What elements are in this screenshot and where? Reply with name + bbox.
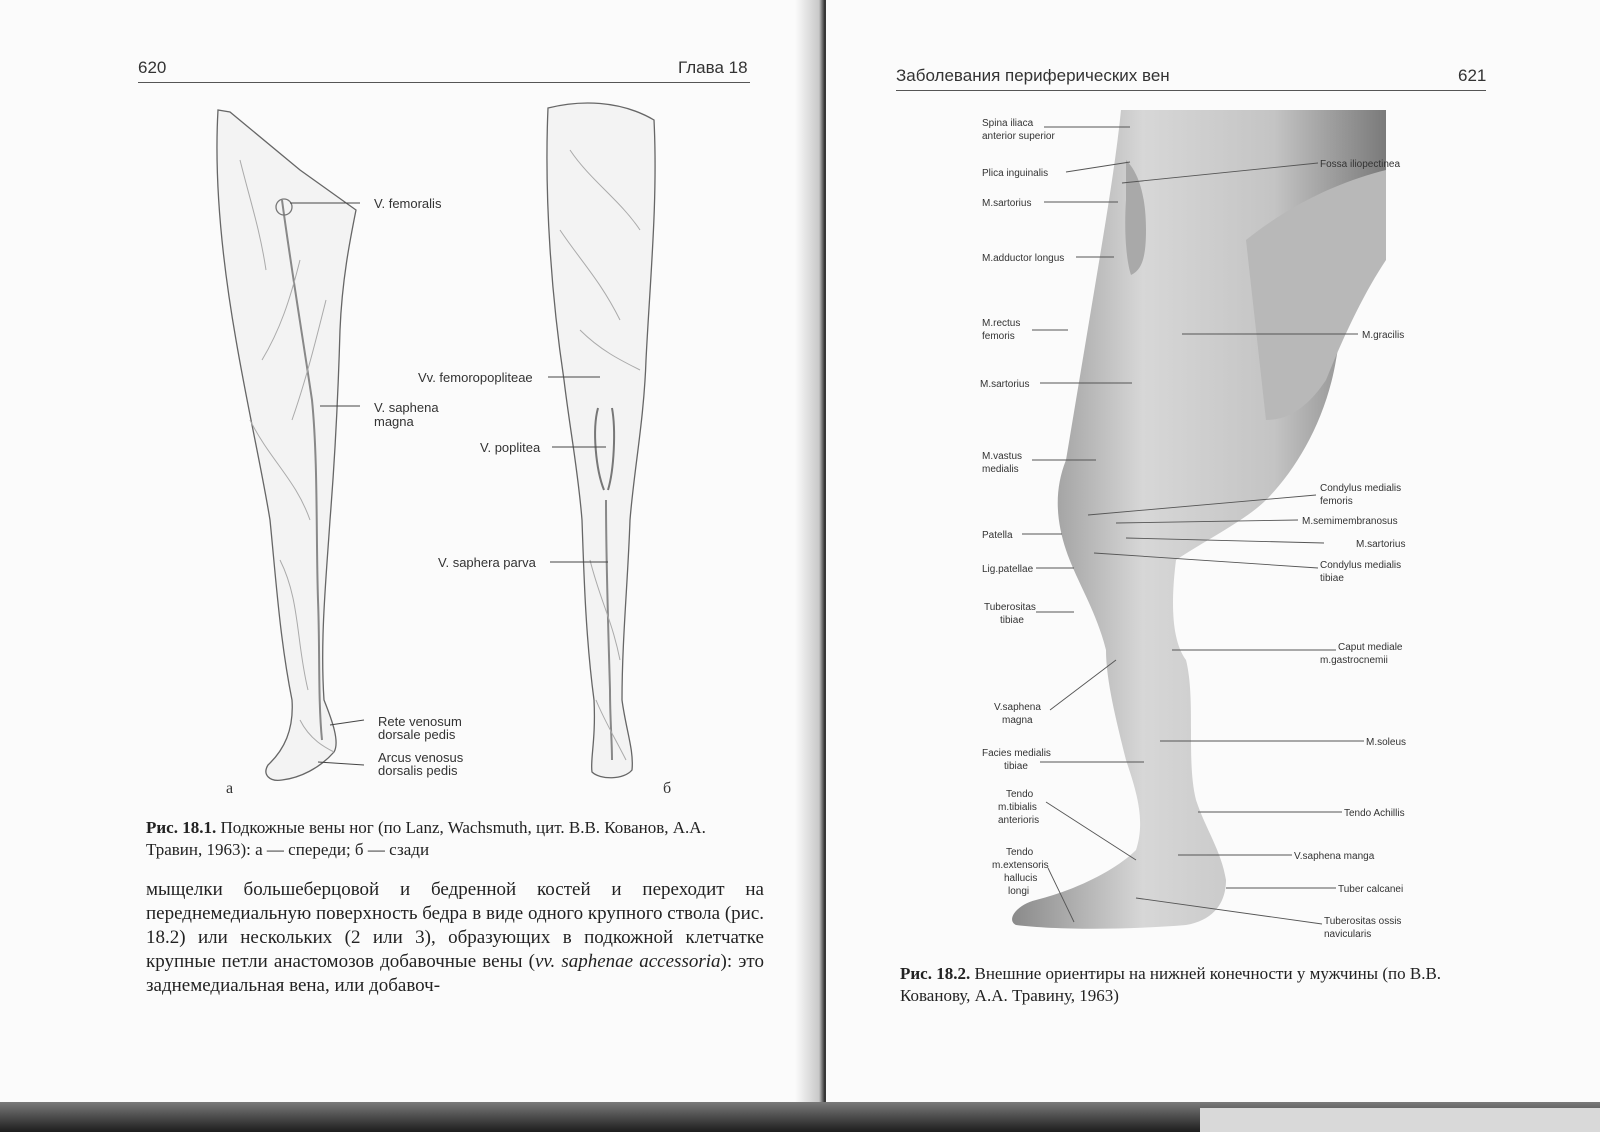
label-m-adductor-longus: M.adductor longus: [982, 253, 1065, 264]
caption-number-right: Рис. 18.2.: [900, 964, 971, 983]
label-patella: Patella: [982, 530, 1013, 541]
figure-18-2: [826, 0, 1600, 950]
body-text-end: ): это заднемедиальная вена, или добавоч-: [146, 951, 764, 996]
label-tuberositas-ossis-1: Tuberositas ossis: [1324, 916, 1402, 927]
body-text-start: мыщелки большеберцовой и бедренной костей и переходит на переднемедиальную поверхность бедра в виде одного крупного ствола (рис. 18.2) или нескольких (2 или 3), образующих в подкожной клетчатке крупные петли анастомозов добавочные вены (: [146, 879, 764, 972]
label-m-rectus-1: M.rectus: [982, 318, 1021, 329]
body-paragraph: [146, 878, 764, 998]
label-arcus-venosus-1: Arcus venosus: [378, 750, 464, 765]
label-v-saphena-magna-2: magna: [374, 414, 414, 429]
label-tendo-tibialis-3: anterioris: [998, 815, 1040, 826]
running-head-left: Глава 18: [678, 58, 748, 77]
label-tendo-tibialis-1: Tendo: [1006, 789, 1034, 800]
label-m-vastus-1: M.vastus: [982, 451, 1023, 462]
figure-caption-18-2: [900, 963, 1492, 1007]
label-spina-iliaca-2: anterior superior: [982, 131, 1055, 142]
label-tendo-extensoris-1: Tendo: [1006, 847, 1034, 858]
label-m-vastus-2: medialis: [982, 464, 1019, 475]
label-v-poplitea: V. poplitea: [480, 440, 541, 455]
label-arcus-venosus-2: dorsalis pedis: [378, 763, 458, 778]
label-tuberositas-ossis-2: navicularis: [1324, 929, 1372, 940]
label-tendo-extensoris-2: m.extensoris: [992, 860, 1049, 871]
label-v-saphena-magna-1: V. saphena: [374, 400, 439, 415]
running-head-right: Заболевания периферических вен: [896, 66, 1170, 85]
label-spina-iliaca-1: Spina iliaca: [982, 118, 1034, 129]
label-condylus-tibiae-2: tibiae: [1320, 573, 1344, 584]
label-tendo-extensoris-4: longi: [1008, 886, 1030, 897]
label-tuber-calcanei: Tuber calcanei: [1338, 884, 1404, 895]
label-v-saphena-magna-2: magna: [1002, 715, 1033, 726]
label-m-sartorius-right: M.sartorius: [1356, 539, 1406, 550]
label-vv-femoropopliteae: Vv. femoropopliteae: [418, 370, 533, 385]
figure-caption-18-1: [146, 817, 764, 861]
caption-number: Рис. 18.1.: [146, 818, 217, 837]
label-lig-patellae: Lig.patellae: [982, 564, 1034, 575]
label-facies-medialis-1: Facies medialis: [982, 748, 1051, 759]
scan-bottom-edge: [0, 1102, 1600, 1132]
label-v-saphena-manga: V.saphena manga: [1294, 851, 1375, 862]
label-m-sartorius-1: M.sartorius: [982, 198, 1032, 209]
caption-text-right: Внешние ориентиры на нижней конечности у мужчины (по В.В. Кованову, А.А. Травину, 1963): [900, 964, 1442, 1005]
label-condylus-femoris-2: femoris: [1320, 496, 1353, 507]
label-v-saphera-parva: V. saphera parva: [438, 555, 536, 570]
label-fossa-iliopectinea: Fossa iliopectinea: [1320, 159, 1401, 170]
label-caput-mediale-1: Caput mediale: [1338, 642, 1403, 653]
label-m-semimembranosus: M.semimembranosus: [1302, 516, 1398, 527]
label-condylus-tibiae-1: Condylus medialis: [1320, 560, 1402, 571]
caption-text: Подкожные вены ног (по Lanz, Wachsmuth, цит. В.В. Кованов, А.А. Травин, 1963): а — спереди; б — сзади: [146, 818, 706, 859]
figure-letter-b: б: [663, 780, 672, 797]
label-v-femoralis: V. femoralis: [374, 196, 442, 211]
label-tuberositas-tibiae-1: Tuberositas: [984, 602, 1036, 613]
label-tendo-achillis: Tendo Achillis: [1344, 808, 1405, 819]
leg-anterior-drawing: [217, 110, 356, 780]
page-number-left: 620: [138, 58, 167, 77]
label-tuberositas-tibiae-2: tibiae: [1000, 615, 1024, 626]
figure-letter-a: а: [226, 780, 234, 797]
label-m-rectus-2: femoris: [982, 331, 1015, 342]
label-tendo-extensoris-3: hallucis: [1004, 873, 1038, 884]
label-rete-venosum-1: Rete venosum: [378, 714, 462, 729]
label-v-saphena-magna-1: V.saphena: [994, 702, 1041, 713]
label-m-sartorius-2: M.sartorius: [980, 379, 1030, 390]
label-caput-mediale-2: m.gastrocnemii: [1320, 655, 1388, 666]
figure-18-1: [0, 0, 820, 800]
label-rete-venosum-2: dorsale pedis: [378, 727, 456, 742]
label-facies-medialis-2: tibiae: [1004, 761, 1028, 772]
label-condylus-femoris-1: Condylus medialis: [1320, 483, 1402, 494]
body-text-italic: vv. saphenae accessoria: [534, 951, 721, 972]
label-m-gracilis: M.gracilis: [1362, 330, 1405, 341]
page-number-right: 621: [1458, 66, 1487, 85]
label-plica-inguinalis: Plica inguinalis: [982, 168, 1049, 179]
leg-posterior-drawing: [547, 103, 655, 778]
label-tendo-tibialis-2: m.tibialis: [998, 802, 1037, 813]
label-m-soleus: M.soleus: [1366, 737, 1407, 748]
right-page: [826, 0, 1600, 1105]
